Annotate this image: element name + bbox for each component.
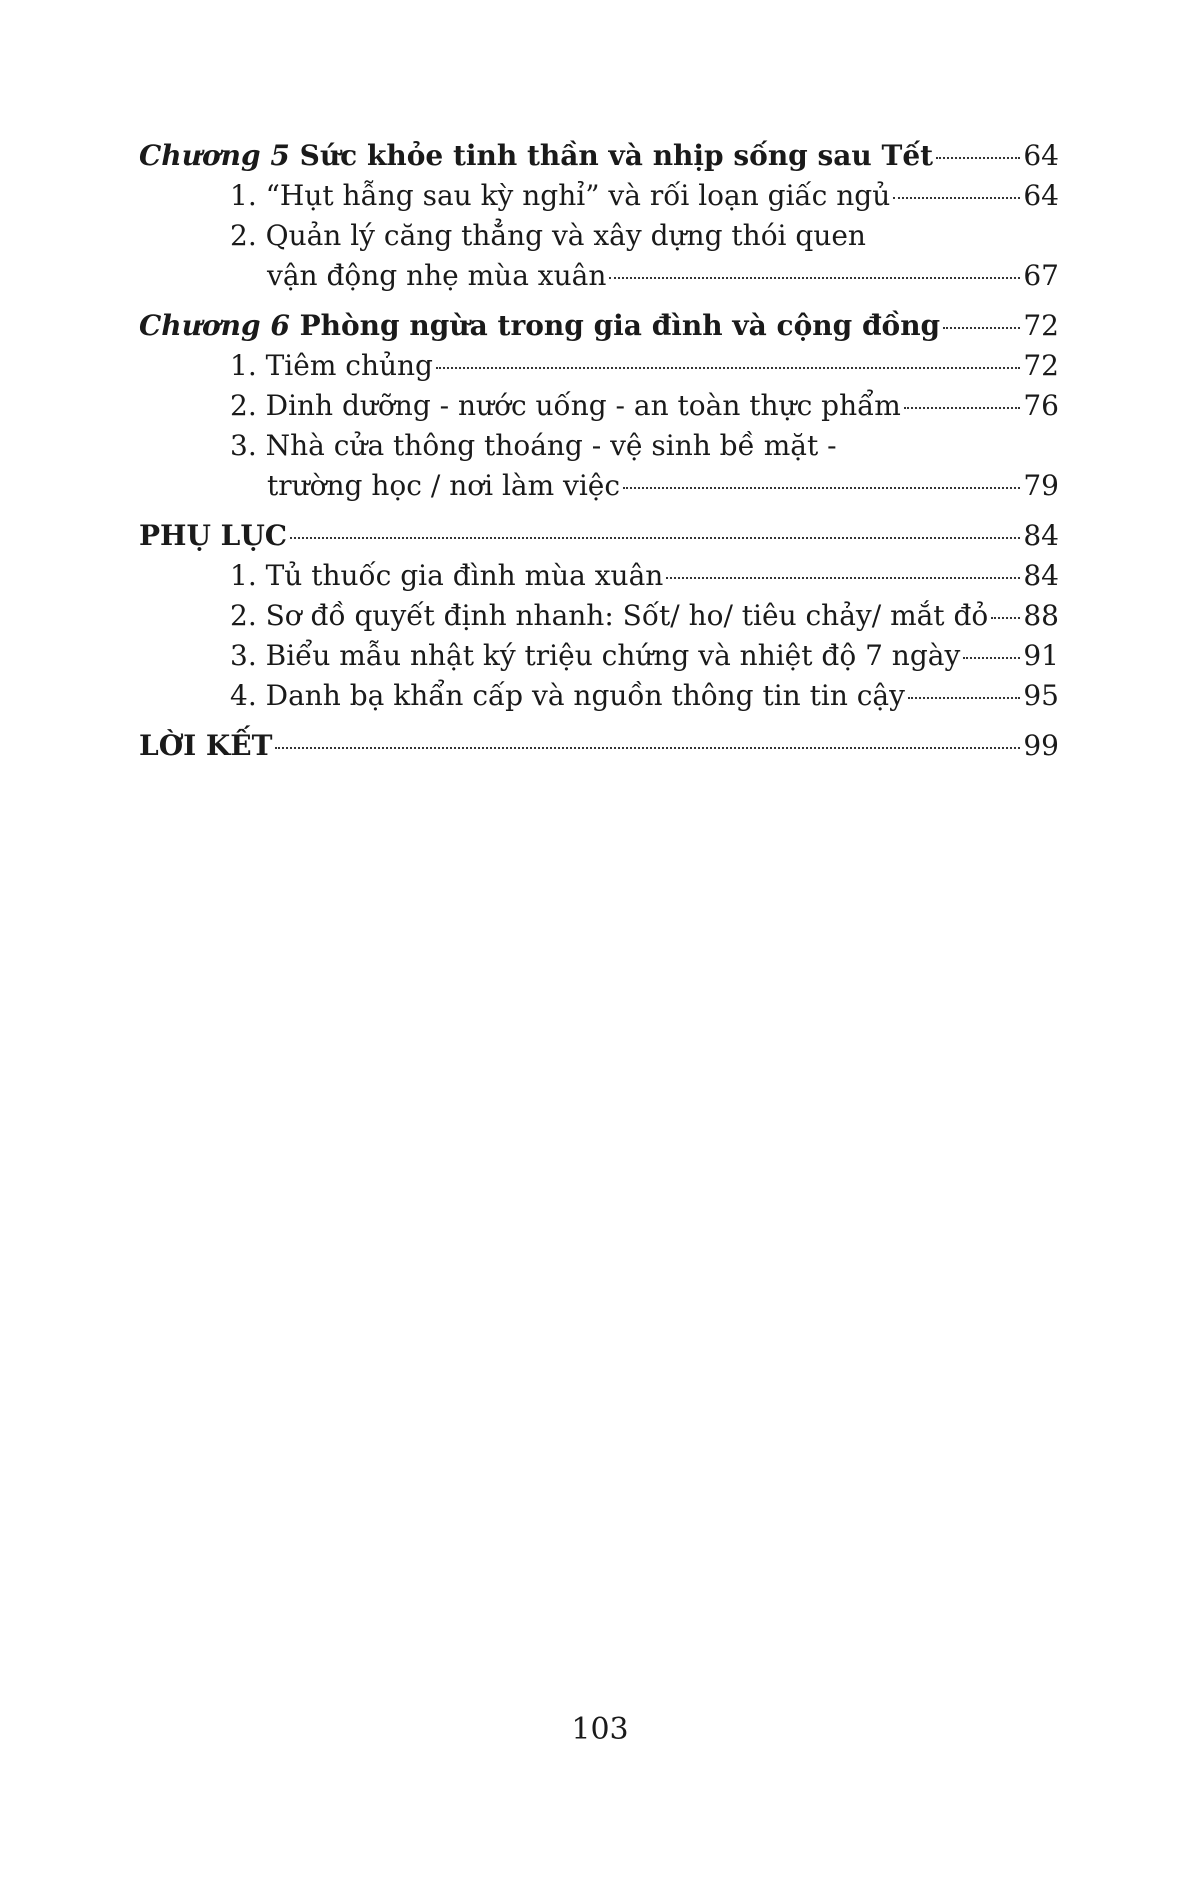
page-number: 84 — [1023, 559, 1059, 592]
section-title: PHỤ LỤC — [139, 519, 288, 552]
dot-leader — [963, 657, 1020, 659]
entry-title: 2. Quản lý căng thẳng và xây dựng thói quen — [230, 219, 866, 252]
chapter-number: Chương 5 — [139, 139, 290, 172]
entry-title: 2. Sơ đồ quyết định nhanh: Sốt/ ho/ tiêu chảy/ mắt đỏ — [230, 599, 989, 632]
dot-leader — [893, 197, 1020, 199]
chapter-label — [139, 136, 933, 176]
toc-chapter-6[interactable] — [139, 306, 1059, 346]
toc-entry[interactable] — [139, 176, 1059, 216]
entry-title: 4. Danh bạ khẩn cấp và nguồn thông tin tin cậy — [230, 679, 905, 712]
entry-title-continued: trường học / nơi làm việc — [267, 469, 621, 502]
chapter-number: Chương 6 — [139, 309, 290, 342]
page-number: 64 — [1023, 179, 1059, 212]
entry-title-continued: vận động nhẹ mùa xuân — [267, 259, 607, 292]
page-number: 84 — [1023, 519, 1059, 552]
dot-leader — [623, 487, 1020, 489]
toc-entry[interactable] — [139, 556, 1059, 596]
toc-epilogue[interactable] — [139, 726, 1059, 766]
entry-title: 1. Tủ thuốc gia đình mùa xuân — [230, 559, 664, 592]
dot-leader — [908, 697, 1020, 699]
table-of-contents — [139, 136, 1059, 766]
toc-entry-line[interactable] — [139, 216, 1059, 256]
dot-leader — [936, 157, 1020, 159]
dot-leader — [991, 617, 1020, 619]
dot-leader — [904, 407, 1021, 409]
chapter-title: Sức khỏe tinh thần và nhịp sống sau Tết — [289, 139, 934, 172]
dot-leader — [275, 747, 1020, 749]
toc-entry-continuation[interactable] — [139, 466, 1059, 506]
chapter-title: Phòng ngừa trong gia đình và cộng đồng — [289, 309, 941, 342]
page-number: 95 — [1023, 679, 1059, 712]
page-number: 67 — [1023, 259, 1059, 292]
page-folio-number: 103 — [571, 1712, 629, 1747]
toc-chapter-5[interactable] — [139, 136, 1059, 176]
chapter-label — [139, 306, 940, 346]
section-title: LỜI KẾT — [139, 729, 273, 762]
toc-entry[interactable] — [139, 676, 1059, 716]
toc-entry[interactable] — [139, 636, 1059, 676]
dot-leader — [666, 577, 1020, 579]
toc-entry[interactable] — [139, 346, 1059, 386]
page-number: 76 — [1023, 389, 1059, 422]
entry-title: 2. Dinh dưỡng - nước uống - an toàn thực phẩm — [230, 389, 901, 422]
page-number: 79 — [1023, 469, 1059, 502]
page-number: 91 — [1023, 639, 1059, 672]
entry-title: 3. Biểu mẫu nhật ký triệu chứng và nhiệt độ 7 ngày — [230, 639, 961, 672]
dot-leader — [609, 277, 1020, 279]
page-number: 72 — [1023, 349, 1059, 382]
toc-entry[interactable] — [139, 386, 1059, 426]
dot-leader — [943, 327, 1020, 329]
entry-title: 3. Nhà cửa thông thoáng - vệ sinh bề mặt - — [230, 429, 837, 462]
toc-entry-continuation[interactable] — [139, 256, 1059, 296]
dot-leader — [436, 367, 1020, 369]
toc-entry-line[interactable] — [139, 426, 1059, 466]
toc-entry[interactable] — [139, 596, 1059, 636]
page-number: 99 — [1023, 729, 1059, 762]
entry-title: 1. “Hụt hẫng sau kỳ nghỉ” và rối loạn giấc ngủ — [230, 179, 891, 212]
page-number: 72 — [1023, 309, 1059, 342]
toc-appendix[interactable] — [139, 516, 1059, 556]
page-number: 88 — [1023, 599, 1059, 632]
dot-leader — [290, 537, 1020, 539]
entry-title: 1. Tiêm chủng — [230, 349, 433, 382]
page-number: 64 — [1023, 139, 1059, 172]
